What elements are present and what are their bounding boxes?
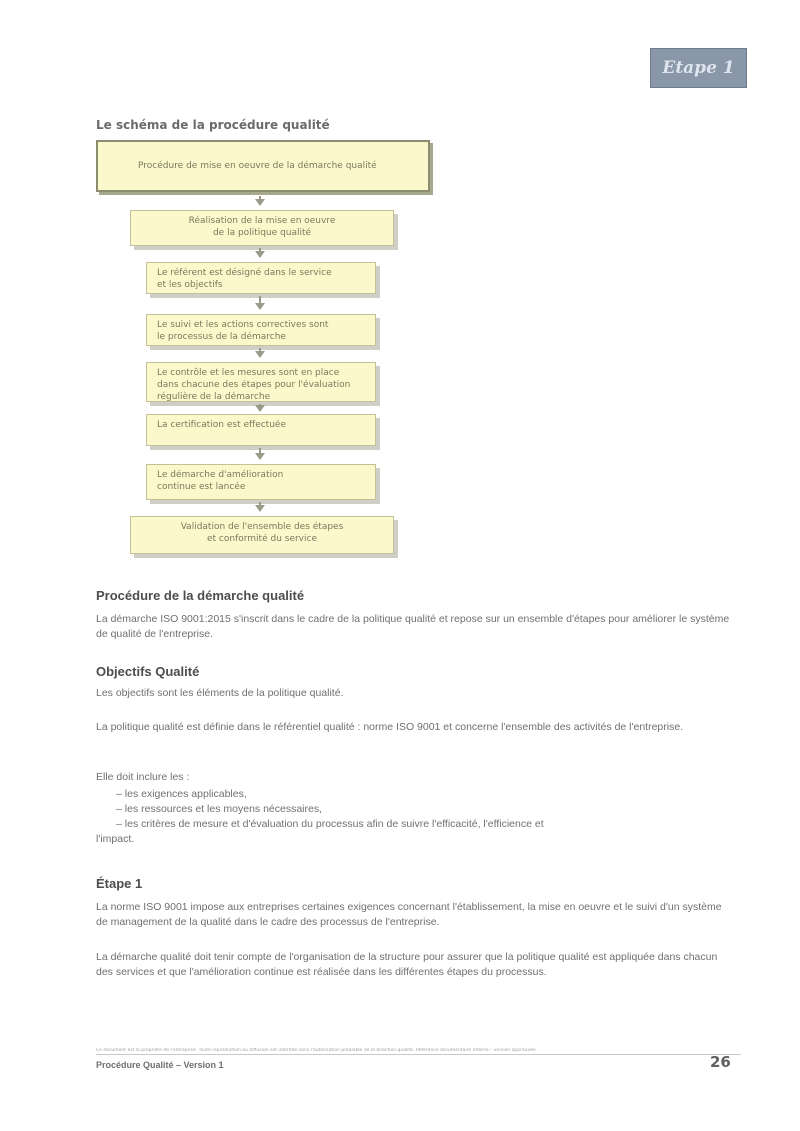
footer-divider bbox=[96, 1054, 741, 1055]
flowchart-arrow bbox=[259, 448, 261, 458]
flowchart-arrow bbox=[259, 296, 261, 308]
flowchart-step-2 bbox=[130, 210, 394, 246]
flowchart-arrow bbox=[259, 348, 261, 356]
flowchart-arrow bbox=[259, 404, 261, 410]
flowchart-step-line: Réalisation de la mise en oeuvre bbox=[188, 216, 336, 226]
flowchart-step-text bbox=[157, 419, 365, 431]
flowchart-step-line: régulière de la démarche bbox=[157, 392, 271, 402]
flowchart-step-text bbox=[157, 469, 365, 493]
section-title-objectives: Objectifs Qualité bbox=[96, 664, 200, 679]
flowchart-step-text bbox=[138, 160, 377, 172]
flowchart-step-line: Le suivi et les actions correctives sont bbox=[157, 320, 329, 330]
list-item: – les exigences applicables, bbox=[116, 787, 736, 802]
flowchart-step-line: La certification est effectuée bbox=[157, 420, 286, 430]
flowchart-step-line: Procédure de mise en oeuvre de la démarche qualité bbox=[138, 161, 377, 171]
flowchart-step-line: Le référent est désigné dans le service bbox=[157, 268, 332, 278]
list-item: – les critères de mesure et d'évaluation du processus afin de suivre l'efficacité, l'efficience et bbox=[116, 817, 736, 832]
flowchart-step-text bbox=[141, 521, 383, 545]
flowchart-step-3 bbox=[146, 262, 376, 294]
objectives-bullet-list bbox=[96, 787, 736, 832]
step-paragraph-1: La norme ISO 9001 impose aux entreprises certaines exigences concernant l'établissement, la mise en oeuvre et le suivi d'un système de management de la qualité dans le cadre des processus de l'entreprise. bbox=[96, 901, 722, 928]
flowchart-step-line: et les objectifs bbox=[157, 280, 223, 290]
flowchart-step-line: Validation de l'ensemble des étapes bbox=[180, 522, 344, 532]
objectives-list-intro: Elle doit inclure les : bbox=[96, 771, 190, 783]
flowchart-arrow bbox=[259, 502, 261, 510]
list-item: – les ressources et les moyens nécessaires, bbox=[116, 802, 736, 817]
step-badge: Etape 1 bbox=[650, 48, 747, 88]
flowchart-step-text bbox=[157, 267, 365, 291]
flowchart-step-line: dans chacune des étapes pour l'évaluation bbox=[157, 380, 351, 390]
flowchart-step-7 bbox=[146, 464, 376, 500]
flowchart-step-line: le processus de la démarche bbox=[157, 332, 286, 342]
objectives-paragraph-2: La politique qualité est définie dans le référentiel qualité : norme ISO 9001 et concerne l'ensemble des activités de l'entreprise. bbox=[96, 721, 684, 733]
section-text-procedure: La démarche ISO 9001:2015 s'inscrit dans le cadre de la politique qualité et repose sur un ensemble d'étapes pour améliorer le système de qualité de l'entreprise. bbox=[96, 613, 730, 640]
flowchart-step-line: Le démarche d'amélioration bbox=[157, 470, 284, 480]
page-number: 26 bbox=[710, 1053, 731, 1071]
flowchart-arrow bbox=[259, 196, 261, 204]
flowchart-arrow bbox=[259, 248, 261, 256]
footer-document-name: Procédure Qualité – Version 1 bbox=[96, 1060, 224, 1070]
flowchart-step-text bbox=[157, 367, 365, 403]
section-title-procedure: Procédure de la démarche qualité bbox=[96, 588, 305, 603]
flowchart-step-6 bbox=[146, 414, 376, 446]
flowchart-step-4 bbox=[146, 314, 376, 346]
objectives-paragraph-1: Les objectifs sont les éléments de la politique qualité. bbox=[96, 687, 344, 699]
flowchart-step-1 bbox=[96, 140, 430, 192]
step-paragraph-2: La démarche qualité doit tenir compte de l'organisation de la structure pour assurer que la politique qualité est appliquée dans chacun des services et que l'amélioration continue est réalisée dans les différentes étapes du processus. bbox=[96, 951, 718, 978]
flowchart-step-line: Le contrôle et les mesures sont en place bbox=[157, 368, 340, 378]
flowchart-step-text bbox=[141, 215, 383, 239]
flowchart-step-line: de la politique qualité bbox=[212, 228, 312, 238]
flowchart-step-line: continue est lancée bbox=[157, 482, 246, 492]
objectives-list-block bbox=[96, 770, 736, 847]
flowchart-title: Le schéma de la procédure qualité bbox=[96, 118, 330, 132]
objectives-list-tail: l'impact. bbox=[96, 833, 135, 845]
section-title-step: Étape 1 bbox=[96, 876, 143, 891]
flowchart-step-8 bbox=[130, 516, 394, 554]
footer-fineprint: Ce document est la propriété de l'entreprise. Toute reproduction ou diffusion est interdite sans l'autorisation préalable de la direction qualité. Référence documentaire interne – version approuvée. bbox=[96, 1048, 538, 1053]
flowchart-step-line: et conformité du service bbox=[206, 534, 317, 544]
flowchart-step-5 bbox=[146, 362, 376, 402]
flowchart-step-text bbox=[157, 319, 365, 343]
